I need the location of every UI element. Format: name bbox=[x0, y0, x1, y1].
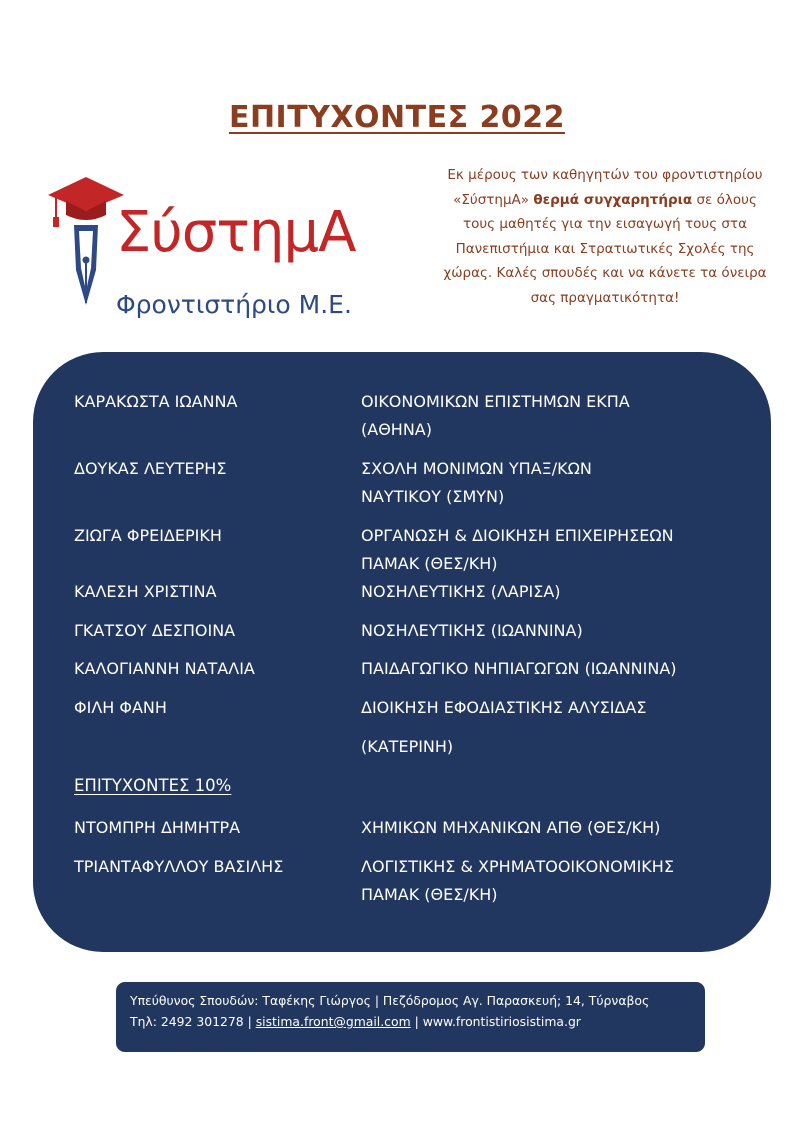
message-text-2: σε όλους τους μαθητές για την εισαγωγή τους στα Πανεπιστήμια και Στρατιωτικές Σχολές της χώρας. Καλές σπουδές και να κάνετε τα όνειρα σας πραγματικότητα! bbox=[443, 191, 767, 306]
school-line-1: ΠΑΙΔΑΓΩΓΙΚΟ ΝΗΠΙΑΓΩΓΩΝ (ΙΩΑΝΝΙΝΑ) bbox=[361, 659, 677, 678]
school-line-1: ΛΟΓΙΣΤΙΚΗΣ & ΧΡΗΜΑΤΟΟΙΚΟΝΟΜΙΚΗΣ bbox=[361, 857, 674, 876]
school-line-1: ΧΗΜΙΚΩΝ ΜΗΧΑΝΙΚΩΝ ΑΠΘ (ΘΕΣ/ΚΗ) bbox=[361, 818, 661, 837]
student-name: ΓΚΑΤΣΟΥ ΔΕΣΠΟΙΝΑ bbox=[74, 621, 236, 640]
school-line-1: ΣΧΟΛΗ ΜΟΝΙΜΩΝ ΥΠΑΞ/ΚΩΝ bbox=[361, 459, 592, 478]
student-name: ΚΑΛΕΣΗ ΧΡΙΣΤΙΝΑ bbox=[74, 582, 217, 601]
footer-website[interactable]: | www.frontistiriosistima.gr bbox=[410, 1014, 581, 1029]
school-line-1: ΟΙΚΟΝΟΜΙΚΩΝ ΕΠΙΣΤΗΜΩΝ ΕΚΠΑ bbox=[361, 392, 630, 411]
footer-phone: Τηλ: 2492 301278 | bbox=[130, 1014, 256, 1029]
student-name: ΚΑΡΑΚΩΣΤΑ ΙΩΑΝΝΑ bbox=[74, 392, 238, 411]
graduation-pen-icon bbox=[46, 165, 126, 340]
page-title: ΕΠΙΤΥΧΟΝΤΕΣ 2022 bbox=[228, 100, 566, 135]
student-school bbox=[361, 578, 751, 606]
student-name: ΔΟΥΚΑΣ ΛΕΥΤΕΡΗΣ bbox=[74, 459, 227, 478]
logo bbox=[46, 165, 396, 340]
section-heading-10-percent: ΕΠΙΤΥΧΟΝΤΕΣ 10% bbox=[74, 776, 232, 795]
footer-contact-line bbox=[130, 1011, 649, 1032]
student-name: ΝΤΟΜΠΡΗ ΔΗΜΗΤΡΑ bbox=[74, 818, 241, 837]
email-link[interactable]: sistima.front@gmail.com bbox=[255, 1014, 411, 1029]
student-name: ΖΙΩΓΑ ΦΡΕΙΔΕΡΙΚΗ bbox=[74, 526, 222, 545]
school-line-2: ΝΑΥΤΙΚΟΥ (ΣΜΥΝ) bbox=[361, 487, 505, 506]
student-school bbox=[361, 655, 751, 683]
student-school bbox=[361, 522, 751, 578]
school-line-1: ΟΡΓΑΝΩΣΗ & ΔΙΟΙΚΗΣΗ ΕΠΙΧΕΙΡΗΣΕΩΝ bbox=[361, 526, 674, 545]
school-line-2: (ΑΘΗΝΑ) bbox=[361, 420, 432, 439]
student-school bbox=[361, 814, 751, 842]
contact-footer bbox=[116, 982, 705, 1052]
school-line-2: ΠΑΜΑΚ (ΘΕΣ/ΚΗ) bbox=[361, 885, 498, 904]
student-school bbox=[361, 853, 751, 909]
logo-wordmark: ΣύστημΑ bbox=[116, 200, 356, 265]
school-line-1: ΝΟΣΗΛΕΥΤΙΚΗΣ (ΙΩΑΝΝΙΝΑ) bbox=[361, 621, 583, 640]
school-line-2: (ΚΑΤΕΡΙΝΗ) bbox=[361, 737, 454, 756]
logo-subtitle: Φροντιστήριο Μ.Ε. bbox=[116, 290, 352, 319]
student-name: ΚΑΛΟΓΙΑΝΝΗ ΝΑΤΑΛΙΑ bbox=[74, 659, 255, 678]
student-school bbox=[361, 617, 751, 645]
student-school bbox=[361, 388, 751, 444]
congratulations-message bbox=[440, 163, 770, 310]
school-line-2: ΠΑΜΑΚ (ΘΕΣ/ΚΗ) bbox=[361, 554, 498, 573]
student-name: ΦΙΛΗ ΦΑΝΗ bbox=[74, 698, 167, 717]
student-name: ΤΡΙΑΝΤΑΦΥΛΛΟΥ ΒΑΣΙΛΗΣ bbox=[74, 857, 284, 876]
student-school bbox=[361, 694, 751, 761]
footer-address: Υπεύθυνος Σπουδών: Ταφέκης Γιώργος | Πεζόδρομος Αγ. Παρασκευή; 14, Τύρναβος bbox=[130, 993, 650, 1008]
message-bold: θερμά συγχαρητήρια bbox=[533, 191, 693, 208]
student-school bbox=[361, 455, 751, 511]
message-text-1: Εκ μέρους των καθηγητών του φροντιστηρίου «ΣύστημΑ» bbox=[447, 167, 763, 208]
school-line-1: ΔΙΟΙΚΗΣΗ ΕΦΟΔΙΑΣΤΙΚΗΣ ΑΛΥΣΙΔΑΣ bbox=[361, 698, 647, 717]
school-line-1: ΝΟΣΗΛΕΥΤΙΚΗΣ (ΛΑΡΙΣΑ) bbox=[361, 582, 561, 601]
